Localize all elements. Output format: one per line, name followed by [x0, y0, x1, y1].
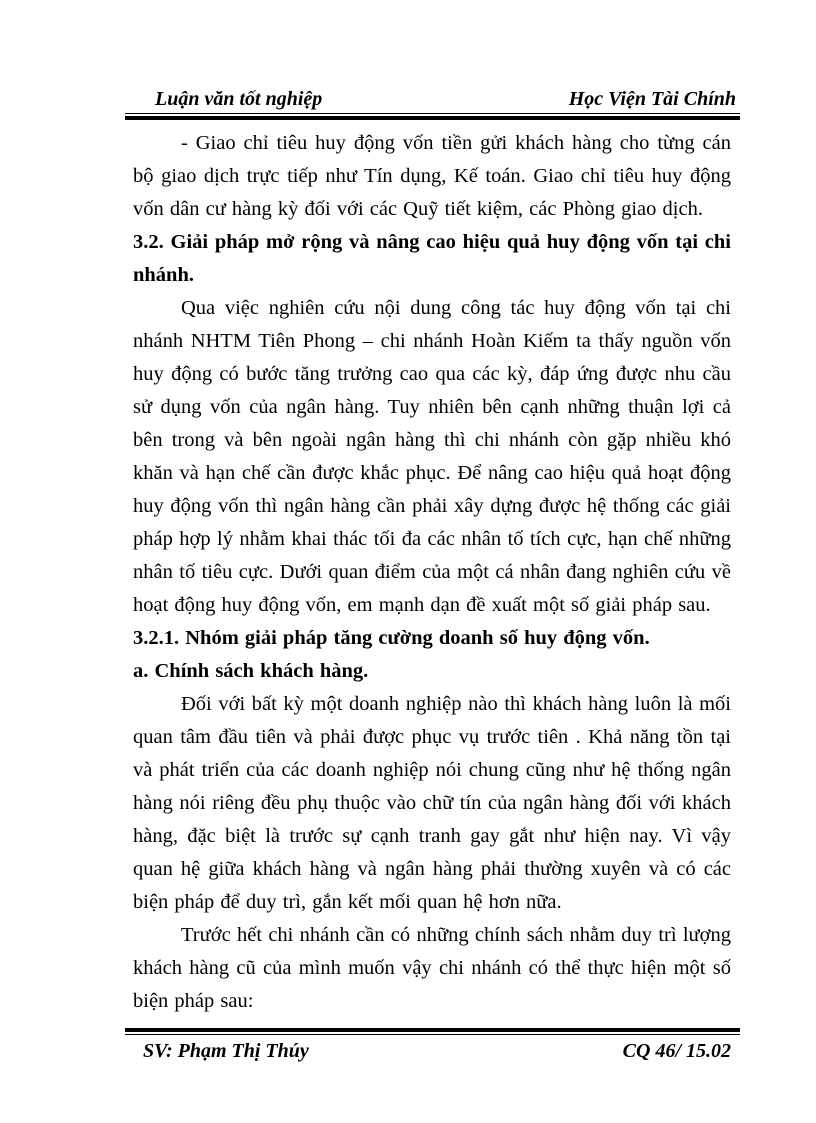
- page-footer-row: [125, 1035, 740, 1064]
- section-heading: 3.2. Giải pháp mở rộng và nâng cao hiệu quả huy động vốn tại chi nhánh.: [133, 231, 731, 286]
- document-body: [133, 127, 731, 1018]
- header-right-title: Học Viện Tài Chính: [568, 88, 736, 110]
- footer-rule: [125, 1028, 740, 1035]
- header-rule: [125, 113, 740, 120]
- paragraph: Trước hết chi nhánh cần có những chính sách nhằm duy trì lượng khách hàng cũ của mình muốn vậy chi nhánh có thể thực hiện một số biện pháp sau:: [133, 924, 731, 1012]
- subsection-heading: a. Chính sách khách hàng.: [133, 660, 369, 682]
- paragraph: Đối với bất kỳ một doanh nghiệp nào thì khách hàng luôn là mối quan tâm đầu tiên và phải được phục vụ trước tiên . Khả năng tồn tại và phát triển của các doanh nghiệp nói chung cũng như hệ thống ngân hàng nói riêng đều phụ thuộc vào chữ tín của ngân hàng đối với khách hàng, đặc biệt là trước sự cạnh tranh gay gắt như hiện nay. Vì vậy quan hệ giữa khách hàng và ngân hàng phải thường xuyên và có các biện pháp để duy trì, gắn kết mối quan hệ hơn nữa.: [133, 693, 731, 913]
- paragraph: - Giao chỉ tiêu huy động vốn tiền gửi khách hàng cho từng cán bộ giao dịch trực tiếp như Tín dụng, Kế toán. Giao chỉ tiêu huy động vốn dân cư hàng kỳ đối với các Quỹ tiết kiệm, các Phòng giao dịch.: [133, 132, 731, 220]
- header-left-title: Luận văn tốt nghiệp: [155, 88, 323, 110]
- page-header-row: [125, 86, 740, 112]
- page-footer: [125, 1028, 740, 1064]
- footer-class-code: CQ 46/ 15.02: [622, 1040, 731, 1062]
- subsection-heading: 3.2.1. Nhóm giải pháp tăng cường doanh số huy động vốn.: [133, 627, 650, 649]
- footer-student-name: SV: Phạm Thị Thúy: [143, 1040, 309, 1062]
- paragraph: Qua việc nghiên cứu nội dung công tác huy động vốn tại chi nhánh NHTM Tiên Phong – chi nhánh Hoàn Kiếm ta thấy nguồn vốn huy động có bước tăng trưởng cao qua các kỳ, đáp ứng được nhu cầu sử dụng vốn của ngân hàng. Tuy nhiên bên cạnh những thuận lợi cả bên trong và bên ngoài ngân hàng thì chi nhánh còn gặp nhiều khó khăn và hạn chế cần được khắc phục. Để nâng cao hiệu quả hoạt động huy động vốn thì ngân hàng cần phải xây dựng được hệ thống các giải pháp hợp lý nhằm khai thác tối đa các nhân tố tích cực, hạn chế những nhân tố tiêu cực. Dưới quan điểm của một cá nhân đang nghiên cứu về hoạt động huy động vốn, em mạnh dạn đề xuất một số giải pháp sau.: [133, 297, 731, 616]
- page-header: [125, 86, 740, 120]
